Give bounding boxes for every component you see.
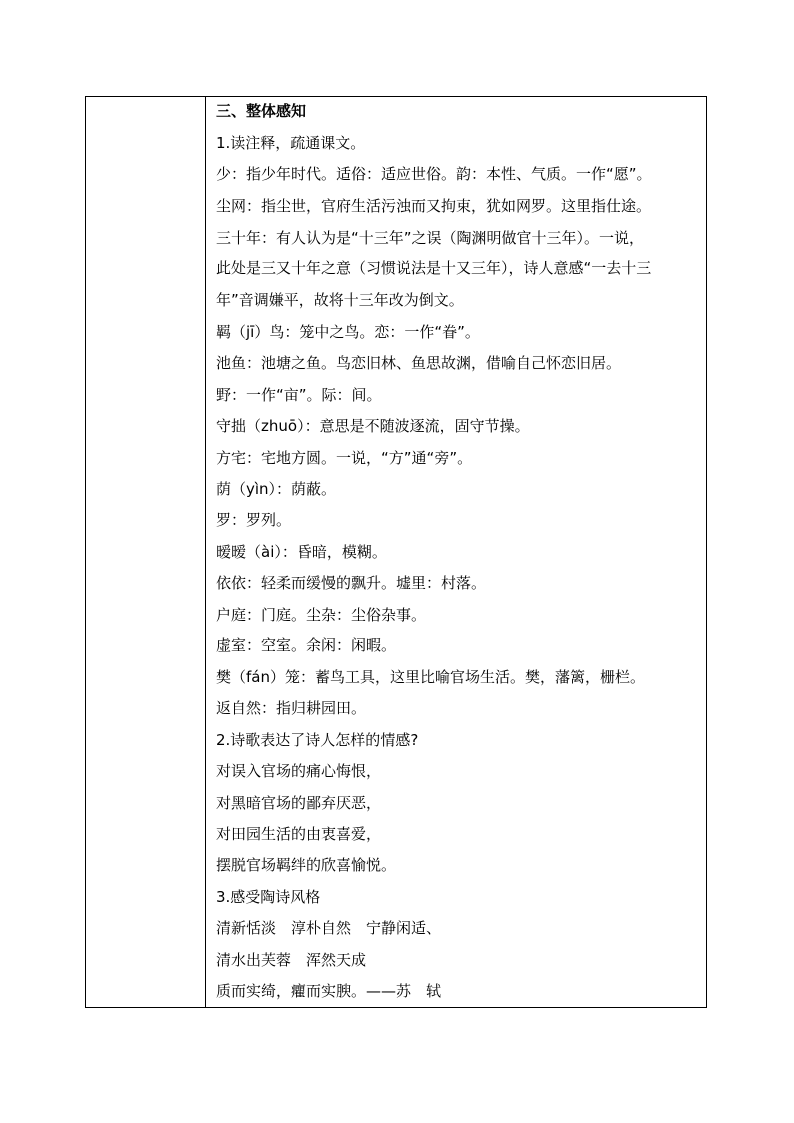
text-line: 返自然：指归耕园田。 (216, 699, 367, 717)
text-line: 池鱼：池塘之鱼。鸟恋旧林、鱼思故渊，借喻自己怀恋旧居。 (216, 354, 622, 372)
text-line: 暧暧（ài）：昏暗，模糊。 (216, 543, 387, 561)
text-line: 对误入官场的痛心悔恨， (216, 762, 382, 780)
text-line: 2.诗歌表达了诗人怎样的情感? (216, 731, 419, 749)
text-line: 质而实绮，癯而实腴。——苏 轼 (216, 982, 442, 1000)
text-line: 此处是三又十年之意（习惯说法是十又三年），诗人意感“一去十三 (216, 259, 652, 277)
text-line: 荫（yìn）：荫蔽。 (216, 480, 337, 498)
text-line: 野：一作“亩”。际：间。 (216, 386, 382, 404)
text-line: 年”音调嫌平，故将十三年改为倒文。 (216, 291, 464, 309)
table-content-cell (206, 97, 706, 1007)
text-line: 方宅：宅地方圆。一说，“方”通“旁”。 (216, 449, 473, 467)
text-line: 罗：罗列。 (216, 511, 292, 529)
text-line: 守拙（zhuō）：意思是不随波逐流，固守节操。 (216, 417, 530, 435)
section-heading: 三、整体感知 (216, 102, 307, 120)
text-line: 对黑暗官场的鄙弃厌恶， (216, 794, 382, 812)
text-line: 清新恬淡 淳朴自然 宁静闲适、 (216, 919, 442, 937)
text-line: 1.读注释，疏通课文。 (216, 134, 366, 152)
text-line: 清水出芙蓉 浑然天成 (216, 951, 367, 969)
text-line: 对田园生活的由衷喜爱， (216, 825, 382, 843)
table-left-cell (86, 97, 206, 1007)
text-line: 少：指少年时代。适俗：适应世俗。韵：本性、气质。一作“愿”。 (216, 165, 652, 183)
text-line: 3.感受陶诗风格 (216, 888, 321, 906)
content-table (85, 96, 707, 1008)
text-line: 虚室：空室。余闲：闲暇。 (216, 636, 397, 654)
text-line: 羁（jī）鸟：笼中之鸟。恋：一作“眷”。 (216, 323, 480, 341)
text-line: 三十年：有人认为是“十三年”之误（陶渊明做官十三年）。一说， (216, 229, 645, 247)
text-line: 樊（fán）笼：蓄鸟工具，这里比喻官场生活。樊，藩篱，栅栏。 (216, 668, 645, 686)
text-line: 摆脱官场羁绊的欣喜愉悦。 (216, 856, 397, 874)
text-line: 依依：轻柔而缓慢的飘升。墟里：村落。 (216, 574, 487, 592)
text-line: 尘网：指尘世，官府生活污浊而又拘束，犹如网罗。这里指仕途。 (216, 197, 652, 215)
text-line: 户庭：门庭。尘杂：尘俗杂事。 (216, 606, 427, 624)
